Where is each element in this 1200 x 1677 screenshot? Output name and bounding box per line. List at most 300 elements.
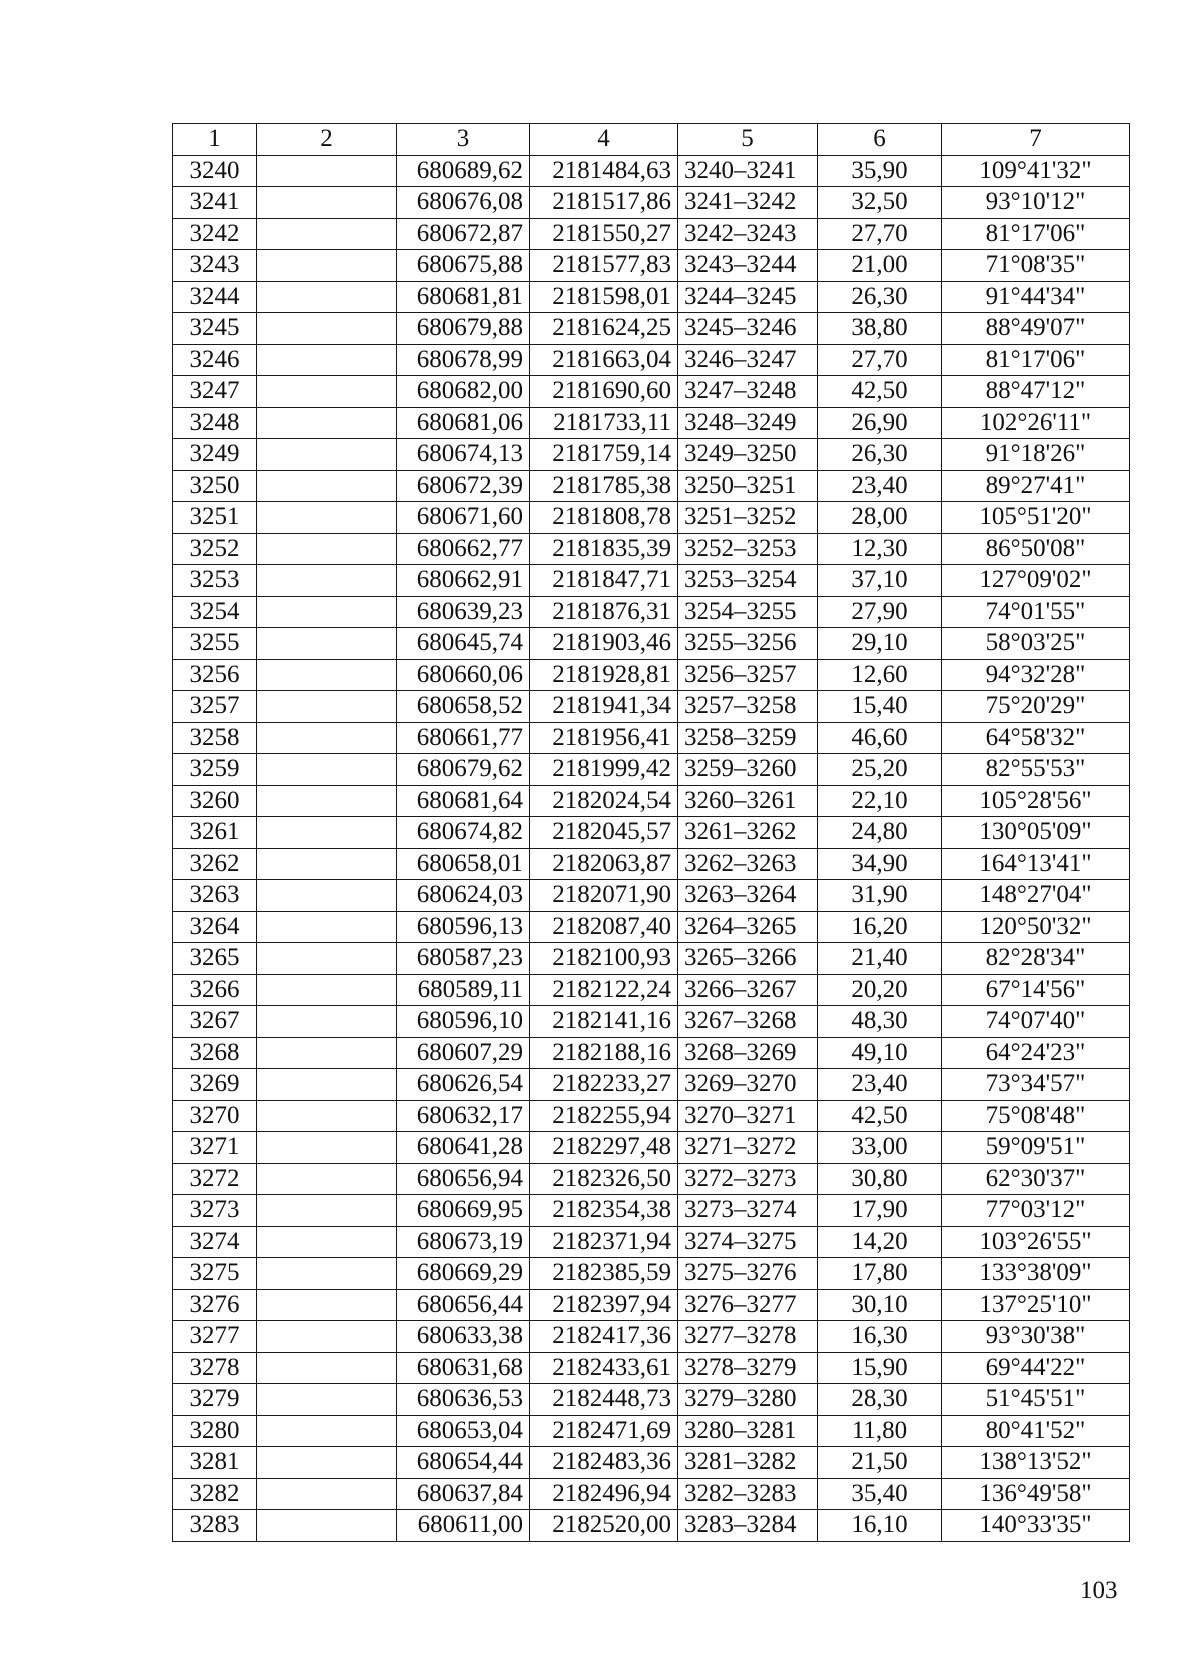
x-coordinate-cell: 680681,81: [397, 281, 530, 313]
point-number-cell: 3280: [173, 1415, 257, 1447]
y-coordinate-cell: 2182024,54: [530, 785, 678, 817]
angle-cell: 67°14'56": [942, 974, 1130, 1006]
column-header-4: 4: [530, 124, 678, 156]
angle-cell: 62°30'37": [942, 1163, 1130, 1195]
table-row: [173, 1447, 1130, 1479]
length-cell: 25,20: [818, 754, 942, 786]
length-cell: 23,40: [818, 1069, 942, 1101]
segment-cell: 3256–3257: [678, 659, 818, 691]
column-header-7: 7: [942, 124, 1130, 156]
segment-cell: 3282–3283: [678, 1478, 818, 1510]
segment-cell: 3253–3254: [678, 565, 818, 597]
y-coordinate-cell: 2181941,34: [530, 691, 678, 723]
x-coordinate-cell: 680682,00: [397, 376, 530, 408]
angle-cell: 102°26'11": [942, 407, 1130, 439]
table-row: [173, 848, 1130, 880]
segment-cell: 3246–3247: [678, 344, 818, 376]
y-coordinate-cell: 2182141,16: [530, 1006, 678, 1038]
point-name-cell: [257, 1006, 397, 1038]
length-cell: 42,50: [818, 376, 942, 408]
x-coordinate-cell: 680678,99: [397, 344, 530, 376]
length-cell: 29,10: [818, 628, 942, 660]
point-name-cell: [257, 533, 397, 565]
point-number-cell: 3247: [173, 376, 257, 408]
x-coordinate-cell: 680661,77: [397, 722, 530, 754]
table-row: [173, 1258, 1130, 1290]
length-cell: 26,30: [818, 439, 942, 471]
point-name-cell: [257, 1132, 397, 1164]
point-name-cell: [257, 817, 397, 849]
point-name-cell: [257, 155, 397, 187]
point-name-cell: [257, 1447, 397, 1479]
x-coordinate-cell: 680679,62: [397, 754, 530, 786]
point-number-cell: 3271: [173, 1132, 257, 1164]
segment-cell: 3240–3241: [678, 155, 818, 187]
y-coordinate-cell: 2181598,01: [530, 281, 678, 313]
x-coordinate-cell: 680660,06: [397, 659, 530, 691]
segment-cell: 3277–3278: [678, 1321, 818, 1353]
angle-cell: 91°44'34": [942, 281, 1130, 313]
length-cell: 35,40: [818, 1478, 942, 1510]
table-row: [173, 344, 1130, 376]
segment-cell: 3275–3276: [678, 1258, 818, 1290]
length-cell: 16,20: [818, 911, 942, 943]
column-header-1: 1: [173, 124, 257, 156]
length-cell: 20,20: [818, 974, 942, 1006]
segment-cell: 3260–3261: [678, 785, 818, 817]
table-row: [173, 785, 1130, 817]
x-coordinate-cell: 680624,03: [397, 880, 530, 912]
length-cell: 17,90: [818, 1195, 942, 1227]
length-cell: 12,60: [818, 659, 942, 691]
angle-cell: 120°50'32": [942, 911, 1130, 943]
table-row: [173, 691, 1130, 723]
y-coordinate-cell: 2181808,78: [530, 502, 678, 534]
point-name-cell: [257, 911, 397, 943]
angle-cell: 89°27'41": [942, 470, 1130, 502]
angle-cell: 74°07'40": [942, 1006, 1130, 1038]
y-coordinate-cell: 2181785,38: [530, 470, 678, 502]
length-cell: 28,00: [818, 502, 942, 534]
table-row: [173, 880, 1130, 912]
x-coordinate-cell: 680672,39: [397, 470, 530, 502]
segment-cell: 3257–3258: [678, 691, 818, 723]
table-row: [173, 502, 1130, 534]
table-row: [173, 722, 1130, 754]
segment-cell: 3283–3284: [678, 1510, 818, 1542]
segment-cell: 3274–3275: [678, 1226, 818, 1258]
y-coordinate-cell: 2182354,38: [530, 1195, 678, 1227]
point-number-cell: 3276: [173, 1289, 257, 1321]
angle-cell: 137°25'10": [942, 1289, 1130, 1321]
y-coordinate-cell: 2182371,94: [530, 1226, 678, 1258]
x-coordinate-cell: 680669,95: [397, 1195, 530, 1227]
segment-cell: 3244–3245: [678, 281, 818, 313]
angle-cell: 77°03'12": [942, 1195, 1130, 1227]
point-number-cell: 3268: [173, 1037, 257, 1069]
x-coordinate-cell: 680633,38: [397, 1321, 530, 1353]
segment-cell: 3272–3273: [678, 1163, 818, 1195]
length-cell: 26,90: [818, 407, 942, 439]
table-row: [173, 1478, 1130, 1510]
angle-cell: 127°09'02": [942, 565, 1130, 597]
segment-cell: 3280–3281: [678, 1415, 818, 1447]
table-row: [173, 376, 1130, 408]
table-row: [173, 1100, 1130, 1132]
point-name-cell: [257, 565, 397, 597]
y-coordinate-cell: 2182397,94: [530, 1289, 678, 1321]
segment-cell: 3258–3259: [678, 722, 818, 754]
y-coordinate-cell: 2181624,25: [530, 313, 678, 345]
x-coordinate-cell: 680626,54: [397, 1069, 530, 1101]
segment-cell: 3243–3244: [678, 250, 818, 282]
x-coordinate-cell: 680676,08: [397, 187, 530, 219]
point-number-cell: 3249: [173, 439, 257, 471]
point-number-cell: 3277: [173, 1321, 257, 1353]
x-coordinate-cell: 680641,28: [397, 1132, 530, 1164]
x-coordinate-cell: 680672,87: [397, 218, 530, 250]
segment-cell: 3249–3250: [678, 439, 818, 471]
length-cell: 38,80: [818, 313, 942, 345]
length-cell: 28,30: [818, 1384, 942, 1416]
segment-cell: 3262–3263: [678, 848, 818, 880]
y-coordinate-cell: 2182188,16: [530, 1037, 678, 1069]
x-coordinate-cell: 680596,13: [397, 911, 530, 943]
table-row: [173, 1006, 1130, 1038]
x-coordinate-cell: 680674,13: [397, 439, 530, 471]
point-number-cell: 3266: [173, 974, 257, 1006]
angle-cell: 64°58'32": [942, 722, 1130, 754]
point-name-cell: [257, 1352, 397, 1384]
x-coordinate-cell: 680656,94: [397, 1163, 530, 1195]
y-coordinate-cell: 2182385,59: [530, 1258, 678, 1290]
point-name-cell: [257, 313, 397, 345]
table-row: [173, 817, 1130, 849]
y-coordinate-cell: 2182071,90: [530, 880, 678, 912]
segment-cell: 3265–3266: [678, 943, 818, 975]
y-coordinate-cell: 2182087,40: [530, 911, 678, 943]
length-cell: 30,10: [818, 1289, 942, 1321]
length-cell: 27,90: [818, 596, 942, 628]
y-coordinate-cell: 2181517,86: [530, 187, 678, 219]
y-coordinate-cell: 2182063,87: [530, 848, 678, 880]
table-row: [173, 407, 1130, 439]
table-header-row: [173, 124, 1130, 156]
length-cell: 32,50: [818, 187, 942, 219]
point-number-cell: 3242: [173, 218, 257, 250]
angle-cell: 82°55'53": [942, 754, 1130, 786]
point-name-cell: [257, 281, 397, 313]
point-number-cell: 3281: [173, 1447, 257, 1479]
segment-cell: 3273–3274: [678, 1195, 818, 1227]
point-name-cell: [257, 722, 397, 754]
length-cell: 26,30: [818, 281, 942, 313]
x-coordinate-cell: 680589,11: [397, 974, 530, 1006]
angle-cell: 133°38'09": [942, 1258, 1130, 1290]
point-number-cell: 3257: [173, 691, 257, 723]
point-name-cell: [257, 1163, 397, 1195]
table-row: [173, 250, 1130, 282]
point-number-cell: 3255: [173, 628, 257, 660]
point-number-cell: 3243: [173, 250, 257, 282]
segment-cell: 3255–3256: [678, 628, 818, 660]
column-header-2: 2: [257, 124, 397, 156]
point-name-cell: [257, 1510, 397, 1542]
segment-cell: 3254–3255: [678, 596, 818, 628]
segment-cell: 3250–3251: [678, 470, 818, 502]
length-cell: 48,30: [818, 1006, 942, 1038]
y-coordinate-cell: 2181663,04: [530, 344, 678, 376]
y-coordinate-cell: 2181847,71: [530, 565, 678, 597]
angle-cell: 88°49'07": [942, 313, 1130, 345]
length-cell: 21,50: [818, 1447, 942, 1479]
point-number-cell: 3251: [173, 502, 257, 534]
angle-cell: 59°09'51": [942, 1132, 1130, 1164]
length-cell: 22,10: [818, 785, 942, 817]
segment-cell: 3245–3246: [678, 313, 818, 345]
x-coordinate-cell: 680671,60: [397, 502, 530, 534]
length-cell: 15,40: [818, 691, 942, 723]
segment-cell: 3259–3260: [678, 754, 818, 786]
x-coordinate-cell: 680662,91: [397, 565, 530, 597]
length-cell: 30,80: [818, 1163, 942, 1195]
x-coordinate-cell: 680662,77: [397, 533, 530, 565]
angle-cell: 73°34'57": [942, 1069, 1130, 1101]
x-coordinate-cell: 680669,29: [397, 1258, 530, 1290]
angle-cell: 105°28'56": [942, 785, 1130, 817]
coordinates-table: [172, 123, 1130, 1542]
point-name-cell: [257, 1226, 397, 1258]
y-coordinate-cell: 2181876,31: [530, 596, 678, 628]
point-name-cell: [257, 470, 397, 502]
point-name-cell: [257, 407, 397, 439]
y-coordinate-cell: 2181956,41: [530, 722, 678, 754]
x-coordinate-cell: 680658,52: [397, 691, 530, 723]
point-name-cell: [257, 596, 397, 628]
angle-cell: 105°51'20": [942, 502, 1130, 534]
point-number-cell: 3272: [173, 1163, 257, 1195]
segment-cell: 3269–3270: [678, 1069, 818, 1101]
angle-cell: 71°08'35": [942, 250, 1130, 282]
table-row: [173, 155, 1130, 187]
length-cell: 23,40: [818, 470, 942, 502]
segment-cell: 3251–3252: [678, 502, 818, 534]
point-number-cell: 3263: [173, 880, 257, 912]
table-row: [173, 1132, 1130, 1164]
point-name-cell: [257, 1289, 397, 1321]
y-coordinate-cell: 2181928,81: [530, 659, 678, 691]
y-coordinate-cell: 2181733,11: [530, 407, 678, 439]
column-header-6: 6: [818, 124, 942, 156]
point-name-cell: [257, 1069, 397, 1101]
y-coordinate-cell: 2181835,39: [530, 533, 678, 565]
table-row: [173, 1321, 1130, 1353]
length-cell: 46,60: [818, 722, 942, 754]
length-cell: 11,80: [818, 1415, 942, 1447]
x-coordinate-cell: 680607,29: [397, 1037, 530, 1069]
angle-cell: 80°41'52": [942, 1415, 1130, 1447]
table-row: [173, 1289, 1130, 1321]
y-coordinate-cell: 2182483,36: [530, 1447, 678, 1479]
table-row: [173, 943, 1130, 975]
point-name-cell: [257, 1415, 397, 1447]
table-row: [173, 1384, 1130, 1416]
length-cell: 34,90: [818, 848, 942, 880]
point-name-cell: [257, 785, 397, 817]
point-name-cell: [257, 1258, 397, 1290]
table-row: [173, 1510, 1130, 1542]
point-number-cell: 3279: [173, 1384, 257, 1416]
point-number-cell: 3259: [173, 754, 257, 786]
point-name-cell: [257, 1195, 397, 1227]
x-coordinate-cell: 680596,10: [397, 1006, 530, 1038]
y-coordinate-cell: 2182100,93: [530, 943, 678, 975]
y-coordinate-cell: 2182255,94: [530, 1100, 678, 1132]
point-name-cell: [257, 628, 397, 660]
point-number-cell: 3282: [173, 1478, 257, 1510]
point-number-cell: 3248: [173, 407, 257, 439]
x-coordinate-cell: 680645,74: [397, 628, 530, 660]
point-name-cell: [257, 344, 397, 376]
point-number-cell: 3245: [173, 313, 257, 345]
table-row: [173, 1415, 1130, 1447]
length-cell: 35,90: [818, 155, 942, 187]
point-number-cell: 3254: [173, 596, 257, 628]
point-name-cell: [257, 1321, 397, 1353]
x-coordinate-cell: 680654,44: [397, 1447, 530, 1479]
segment-cell: 3247–3248: [678, 376, 818, 408]
angle-cell: 75°20'29": [942, 691, 1130, 723]
point-name-cell: [257, 659, 397, 691]
point-number-cell: 3262: [173, 848, 257, 880]
table-row: [173, 439, 1130, 471]
angle-cell: 138°13'52": [942, 1447, 1130, 1479]
length-cell: 16,30: [818, 1321, 942, 1353]
length-cell: 17,80: [818, 1258, 942, 1290]
table-row: [173, 911, 1130, 943]
segment-cell: 3248–3249: [678, 407, 818, 439]
point-name-cell: [257, 754, 397, 786]
angle-cell: 136°49'58": [942, 1478, 1130, 1510]
x-coordinate-cell: 680674,82: [397, 817, 530, 849]
angle-cell: 148°27'04": [942, 880, 1130, 912]
x-coordinate-cell: 680679,88: [397, 313, 530, 345]
y-coordinate-cell: 2182471,69: [530, 1415, 678, 1447]
segment-cell: 3271–3272: [678, 1132, 818, 1164]
angle-cell: 81°17'06": [942, 344, 1130, 376]
segment-cell: 3266–3267: [678, 974, 818, 1006]
segment-cell: 3252–3253: [678, 533, 818, 565]
table-row: [173, 281, 1130, 313]
table-row: [173, 565, 1130, 597]
point-number-cell: 3258: [173, 722, 257, 754]
angle-cell: 164°13'41": [942, 848, 1130, 880]
point-number-cell: 3273: [173, 1195, 257, 1227]
point-name-cell: [257, 250, 397, 282]
y-coordinate-cell: 2182448,73: [530, 1384, 678, 1416]
y-coordinate-cell: 2181577,83: [530, 250, 678, 282]
point-name-cell: [257, 848, 397, 880]
point-number-cell: 3241: [173, 187, 257, 219]
y-coordinate-cell: 2182233,27: [530, 1069, 678, 1101]
y-coordinate-cell: 2181550,27: [530, 218, 678, 250]
table-row: [173, 596, 1130, 628]
point-name-cell: [257, 1037, 397, 1069]
point-number-cell: 3244: [173, 281, 257, 313]
angle-cell: 109°41'32": [942, 155, 1130, 187]
point-name-cell: [257, 187, 397, 219]
angle-cell: 103°26'55": [942, 1226, 1130, 1258]
x-coordinate-cell: 680681,64: [397, 785, 530, 817]
point-number-cell: 3264: [173, 911, 257, 943]
point-number-cell: 3267: [173, 1006, 257, 1038]
length-cell: 15,90: [818, 1352, 942, 1384]
y-coordinate-cell: 2181999,42: [530, 754, 678, 786]
table-row: [173, 313, 1130, 345]
table-row: [173, 1069, 1130, 1101]
segment-cell: 3276–3277: [678, 1289, 818, 1321]
table-row: [173, 187, 1130, 219]
y-coordinate-cell: 2181759,14: [530, 439, 678, 471]
angle-cell: 51°45'51": [942, 1384, 1130, 1416]
angle-cell: 86°50'08": [942, 533, 1130, 565]
segment-cell: 3264–3265: [678, 911, 818, 943]
table-row: [173, 754, 1130, 786]
angle-cell: 94°32'28": [942, 659, 1130, 691]
angle-cell: 82°28'34": [942, 943, 1130, 975]
point-number-cell: 3252: [173, 533, 257, 565]
column-header-3: 3: [397, 124, 530, 156]
table-row: [173, 1163, 1130, 1195]
point-number-cell: 3265: [173, 943, 257, 975]
length-cell: 42,50: [818, 1100, 942, 1132]
point-name-cell: [257, 218, 397, 250]
point-name-cell: [257, 376, 397, 408]
length-cell: 21,00: [818, 250, 942, 282]
y-coordinate-cell: 2182520,00: [530, 1510, 678, 1542]
length-cell: 21,40: [818, 943, 942, 975]
length-cell: 27,70: [818, 344, 942, 376]
x-coordinate-cell: 680656,44: [397, 1289, 530, 1321]
x-coordinate-cell: 680673,19: [397, 1226, 530, 1258]
point-number-cell: 3270: [173, 1100, 257, 1132]
segment-cell: 3270–3271: [678, 1100, 818, 1132]
segment-cell: 3278–3279: [678, 1352, 818, 1384]
length-cell: 37,10: [818, 565, 942, 597]
angle-cell: 88°47'12": [942, 376, 1130, 408]
point-number-cell: 3240: [173, 155, 257, 187]
length-cell: 14,20: [818, 1226, 942, 1258]
x-coordinate-cell: 680637,84: [397, 1478, 530, 1510]
point-name-cell: [257, 1478, 397, 1510]
x-coordinate-cell: 680681,06: [397, 407, 530, 439]
angle-cell: 58°03'25": [942, 628, 1130, 660]
point-number-cell: 3253: [173, 565, 257, 597]
x-coordinate-cell: 680631,68: [397, 1352, 530, 1384]
segment-cell: 3242–3243: [678, 218, 818, 250]
angle-cell: 75°08'48": [942, 1100, 1130, 1132]
y-coordinate-cell: 2181484,63: [530, 155, 678, 187]
point-number-cell: 3274: [173, 1226, 257, 1258]
angle-cell: 64°24'23": [942, 1037, 1130, 1069]
angle-cell: 140°33'35": [942, 1510, 1130, 1542]
point-name-cell: [257, 974, 397, 1006]
point-name-cell: [257, 943, 397, 975]
table-row: [173, 659, 1130, 691]
segment-cell: 3279–3280: [678, 1384, 818, 1416]
point-number-cell: 3283: [173, 1510, 257, 1542]
angle-cell: 130°05'09": [942, 817, 1130, 849]
